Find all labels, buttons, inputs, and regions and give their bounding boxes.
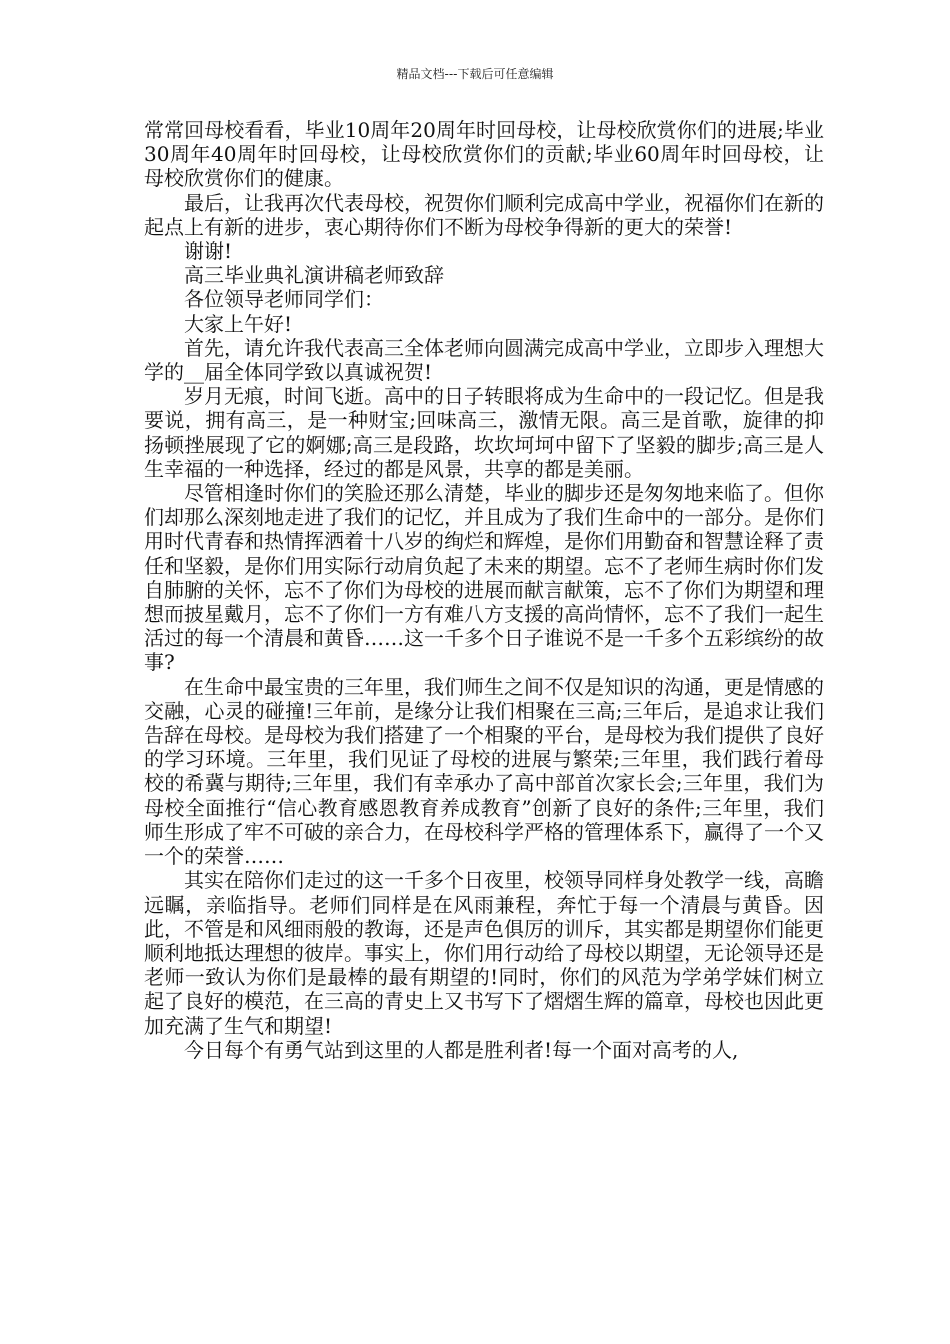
paragraph-7: 首先，请允许我代表高三全体老师向圆满完成高中学业，立即步入理想大学的__届全体同学致以真诚祝贺!: [144, 335, 824, 385]
page-header: 精品文档---下载后可任意编辑: [396, 67, 554, 81]
paragraph-8: 岁月无痕，时间飞逝。高中的日子转眼将成为生命中的一段记忆。但是我要说，拥有高三，是一种财宝;回味高三，激情无限。高三是首歌，旋律的抑扬顿挫展现了它的婀娜;高三是段路，坎坎坷坷中留下了坚毅的脚步;高三是人生幸福的一种选择，经过的都是风景，共享的都是美丽。: [144, 384, 824, 481]
paragraph-1: 常常回母校看看，毕业10周年20周年时回母校，让母校欣赏你们的进展;毕业30周年40周年时回母校，让母校欣赏你们的贡献;毕业60周年时回母校，让母校欣赏你们的健康。: [144, 118, 824, 191]
paragraph-12: 今日每个有勇气站到这里的人都是胜利者!每一个面对高考的人,: [184, 1037, 739, 1062]
paragraph-11: 其实在陪你们走过的这一千多个日夜里，校领导同样身处教学一线，高瞻远瞩，亲临指导。老师们同样是在风雨兼程，奔忙于每一个清晨与黄昏。因此，不管是和风细雨般的教诲，还是声色俱厉的训斥，其实都是期望你们能更顺利地抵达理想的彼岸。事实上，你们用行动给了母校以期望，无论领导还是老师一致认为你们是最棒的最有期望的!同时，你们的风范为学弟学妹们树立起了良好的模范，在三高的青史上又书写下了熠熠生辉的篇章，母校也因此更加充满了生气和期望!: [144, 868, 824, 1038]
paragraph-9: 尽管相逢时你们的笑脸还那么清楚，毕业的脚步还是匆匆地来临了。但你们却那么深刻地走进了我们的记忆，并且成为了我们生命中的一部分。是你们用时代青春和热情挥洒着十八岁的绚烂和辉煌，是你们用勤奋和智慧诠释了责任和坚毅，是你们用实际行动肩负起了未来的期望。忘不了老师生病时你们发自肺腑的关怀，忘不了你们为母校的进展而献言献策，忘不了你们为期望和理想而披星戴月，忘不了你们一方有难八方支援的高尚情怀，忘不了我们一起生活过的每一个清晨和黄昏……这一千多个日子谁说不是一千多个五彩缤纷的故事?: [144, 481, 824, 675]
paragraph-2: 最后，让我再次代表母校，祝贺你们顺利完成高中学业，祝福你们在新的起点上有新的进步，衷心期待你们不断为母校争得新的更大的荣誉!: [144, 190, 824, 239]
document-body: [144, 118, 824, 1062]
speech-title: 高三毕业典礼演讲稿老师致辞: [184, 263, 444, 288]
paragraph-10: 在生命中最宝贵的三年里，我们师生之间不仅是知识的沟通，更是情感的交融，心灵的碰撞!三年前，是缘分让我们相聚在三高;三年后，是追求让我们告辞在母校。是母校为我们搭建了一个相聚的平台，是母校为我们提供了良好的学习环境。三年里，我们见证了母校的进展与繁荣;三年里，我们践行着母校的希冀与期待;三年里，我们有幸承办了高中部首次家长会;三年里，我们为母校全面推行“信心教育感恩教育养成教育”创新了良好的条件;三年里，我们师生形成了牢不可破的亲合力，在母校科学严格的管理体系下，赢得了一个又一个的荣誉……: [144, 674, 824, 869]
paragraph-thanks: 谢谢!: [184, 239, 233, 264]
greeting: 大家上午好!: [184, 311, 293, 336]
salutation: 各位领导老师同学们：: [184, 287, 384, 312]
